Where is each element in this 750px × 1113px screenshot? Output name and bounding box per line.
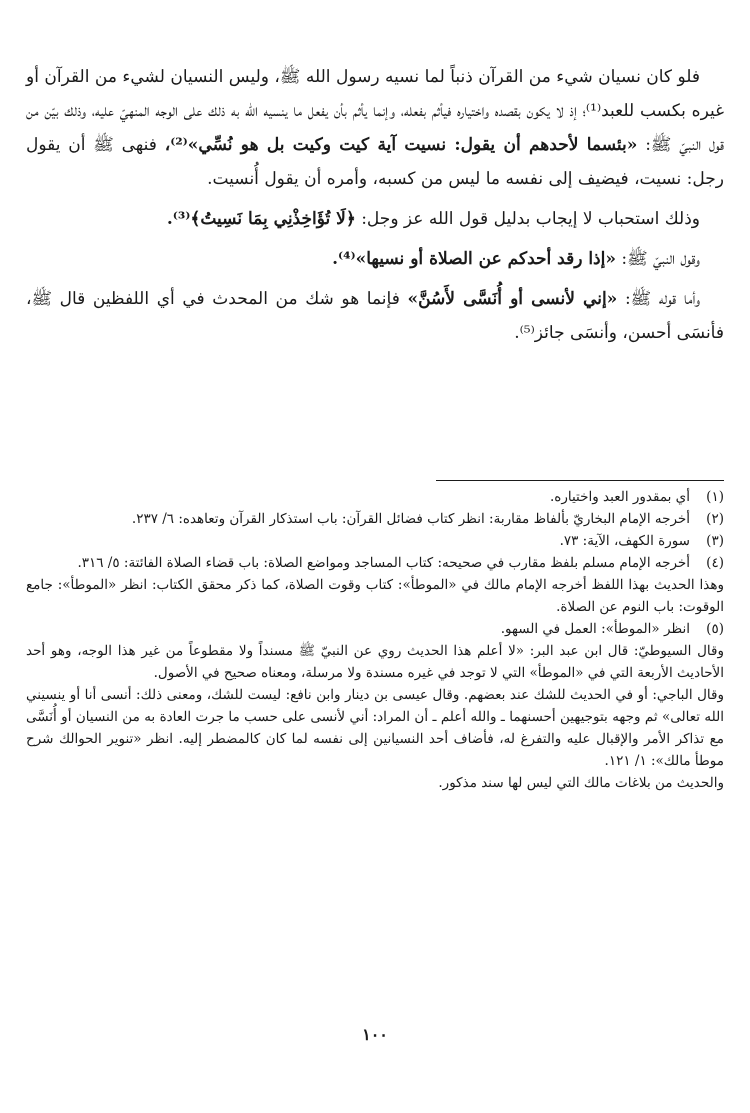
paragraph-2 (26, 202, 724, 236)
footnote-text: أخرجه الإمام مسلم بلفظ مقارب في صحيحه: كتاب المساجد ومواضع الصلاة: باب قضاء الصلاة الفائتة: ٥/ ٣١٦. (77, 555, 690, 571)
page-number: ١٠٠ (362, 1025, 388, 1044)
footnote-text: أي بمقدور العبد واختياره. (549, 489, 690, 505)
footnote-text: وهذا الحديث بهذا اللفظ أخرجه الإمام مالك في «الموطأ»: كتاب وقوت الصلاة، كما ذكر محقق الكتاب: انظر «الموطأ»: جامع الوقوت: باب النوم عن الصلاة. (26, 577, 724, 615)
quran-quote: ﴿لَا تُؤَاخِذْنِي بِمَا نَسِيتُ﴾⁽³⁾. (166, 209, 356, 229)
footnote-number: (٢) (706, 511, 724, 527)
hadith-quote-2: «إذا رقد أحدكم عن الصلاة أو نسيها»⁽⁴⁾. (332, 249, 616, 269)
footnote (26, 618, 724, 640)
footnote-text: سورة الكهف، الآية: ٧٣. (559, 533, 690, 549)
main-text (26, 60, 724, 350)
paragraph-1 (26, 60, 724, 196)
paragraph-2-text: وذلك استحباب لا إيجاب بدليل قول الله عز وجل: (361, 209, 700, 229)
footnote-number: (١) (706, 489, 724, 505)
paragraph-3-text: وقول النبيّ ﷺ: (621, 249, 700, 269)
footnote-continuation (26, 574, 724, 618)
hadith-quote-3: «إني لأنسى أو أُنَسَّى لأَسُنَّ» (407, 289, 618, 309)
paragraph-4-text: وأما قوله ﷺ: (624, 289, 700, 309)
footnote-text: وقال السيوطيّ: قال ابن عبد البر: «لا أعلم هذا الحديث روي عن النبيّ ﷺ مسنداً ولا مقطوعاً من غير هذا الوجه، وهو أحد الأحاديث الأربعة التي في «الموطأ» التي لا توجد في غيره مسندة ولا مرسلة، ومعناه صحيح في الأصول. (26, 643, 724, 681)
paragraph-3 (26, 242, 724, 276)
footnote-text: والحديث من بلاغات مالك التي ليس لها سند مذكور. (438, 775, 724, 791)
footnotes (26, 486, 724, 794)
footnote-number: (٤) (706, 555, 724, 571)
footnote-number: (٥) (706, 621, 724, 637)
footnote-text: أخرجه الإمام البخاريّ بألفاظ مقاربة: انظر كتاب فضائل القرآن: باب استذكار القرآن وتعاهده: ٦/ ٢٣٧. (131, 511, 690, 527)
paragraph-1-end: فنهى ﷺ أن يقول رجل: نسيت، فيضيف إلى نفسه ما ليس من كسبه، وأمره أن يقول أُنسيت. (26, 135, 724, 189)
paragraph-4-end: فإنما هو شك من المحدث في أي اللفظين قال ﷺ، فأنسَى أحسن، وأنسَى جائز⁽⁵⁾. (26, 289, 724, 343)
hadith-quote-1: «بئسما لأحدهم أن يقول: نسيت آية كيت وكيت بل هو نُسِّي»⁽²⁾، (164, 135, 638, 155)
footnote (26, 486, 724, 508)
paragraph-1-text: فلو كان نسيان شيء من القرآن ذنباً لما نسيه رسول الله ﷺ، وليس النسيان لشيء من القرآن أو غيره بكسب للعبد⁽¹⁾؛ إذ لا يكون بقصده واختياره فيأثم بفعله، وإنما يأثم بأن يفعل ما ينسيه الله به ذلك على الوجه المنهيّ عليه، وذلك بيّن من قول النبيّ ﷺ: (26, 67, 725, 155)
paragraph-4 (26, 282, 724, 350)
footnote-number: (٣) (706, 533, 724, 549)
footnote (26, 508, 724, 530)
footnote-text: انظر «الموطأ»: العمل في السهو. (500, 621, 690, 637)
footnote-divider (436, 480, 724, 481)
footnote-text: وقال الباجي: أو في الحديث للشك عند بعضهم. وقال عيسى بن دينار وابن نافع: ليست للشك، ومعنى ذلك: أنسى أنا أو ينسيني الله تعالى» ثم وجهه بتوجيهين أحسنهما ـ والله أعلم ـ أن المراد: أني لأنسى على حسب ما جرت العادة به من النسيان أو أُنَسَّى مع تذاكر الأمر والإقبال عليه والتفرغ له، فأضاف أحد النسيانين إلى نفسه لما كان كالمضطر إليه. انظر «تنوير الحوالك شرح موطأ مالك»: ١/ ١٢١. (26, 687, 724, 769)
footnote (26, 552, 724, 574)
footnote (26, 530, 724, 552)
